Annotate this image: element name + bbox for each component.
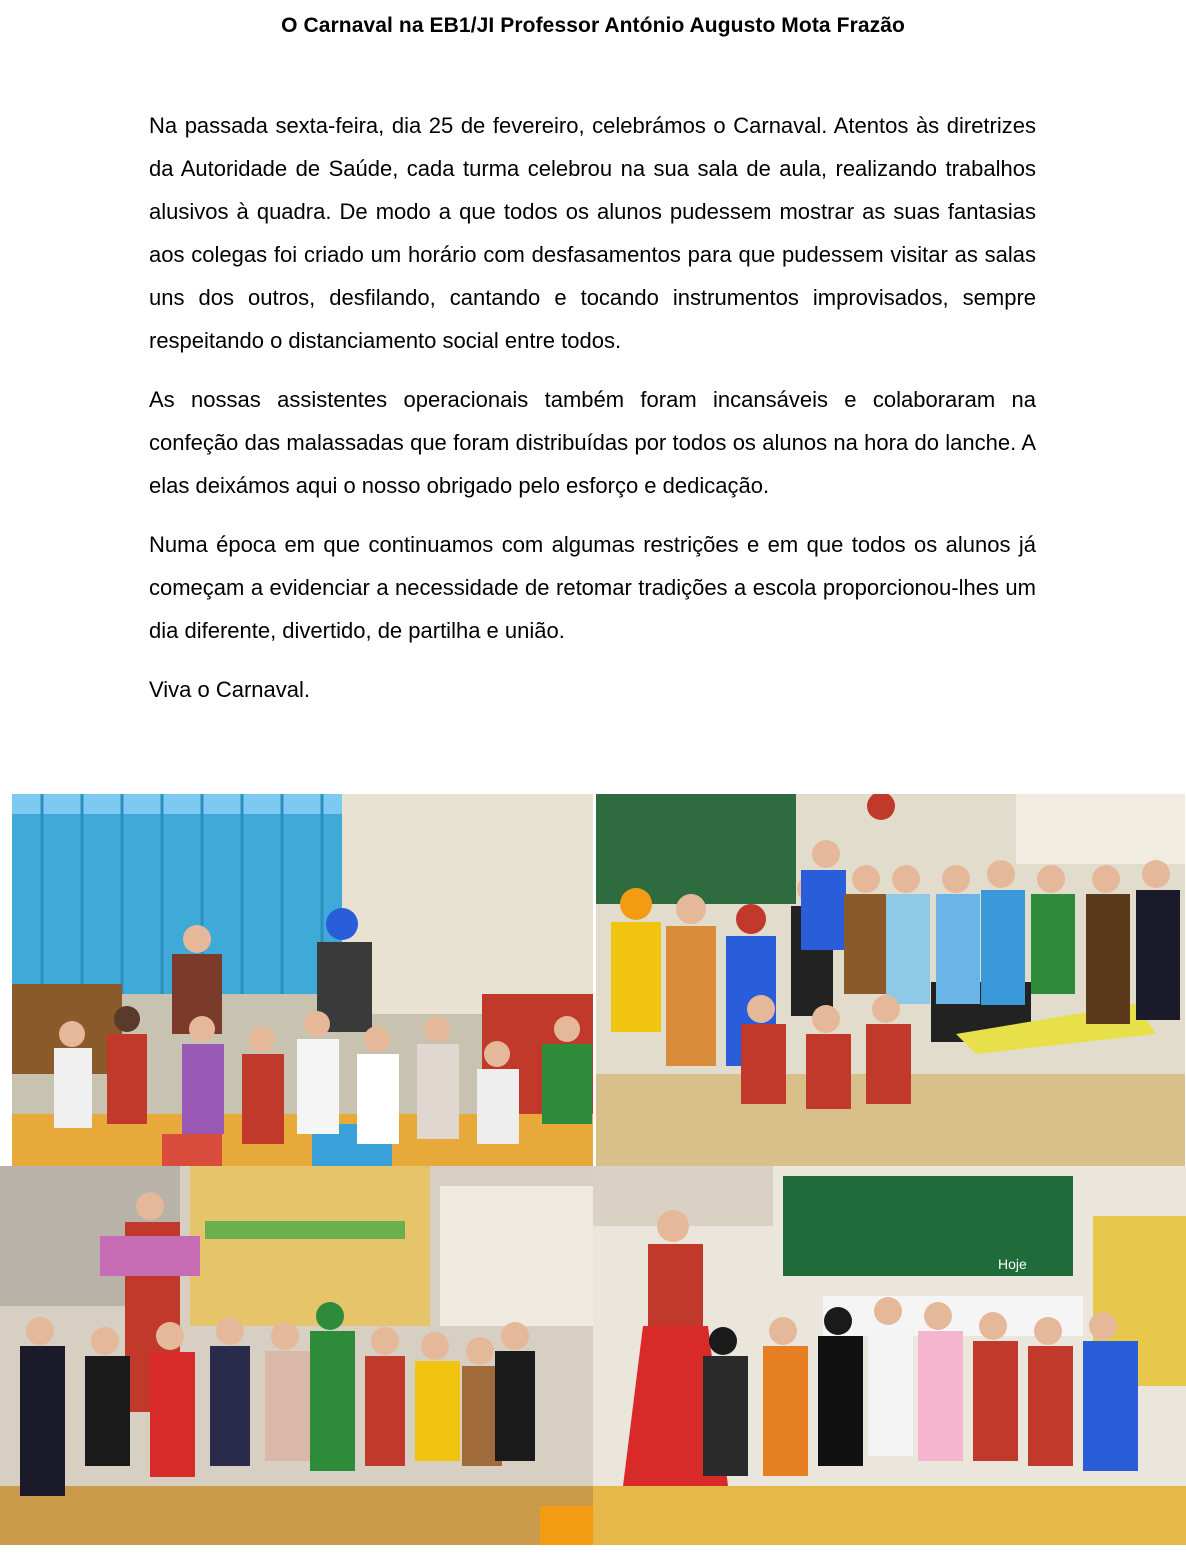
document-title: O Carnaval na EB1/JI Professor António Augusto Mota Frazão: [281, 14, 905, 37]
board-label: Hoje: [998, 1256, 1027, 1272]
carnival-photo-classroom-3: [0, 1166, 593, 1545]
paragraph-4: Viva o Carnaval.: [149, 677, 311, 702]
paragraph-1: Na passada sexta-feira, dia 25 de fevereiro, celebrámos o Carnaval. Atentos às diretrizes da Autoridade de Saúde, cada turma celebrou na sua sala de aula, realizando trabalhos alusivos à quadra. De modo a que todos os alunos pudessem mostrar as suas fantasias aos colegas foi criado um horário com desfasamentos para que pudessem visitar as salas uns dos outros, desfilando, cantando e tocando instrumentos improvisados, sempre respeitando o distanciamento social entre todos.: [149, 113, 1036, 353]
carnival-photo-classroom-2: [596, 794, 1185, 1166]
paragraph-3: Numa época em que continuamos com algumas restrições e em que todos os alunos já começam a evidenciar a necessidade de retomar tradições a escola proporcionou-lhes um dia diferente, divertido, de partilha e união.: [149, 532, 1036, 643]
carnival-photo-classroom-4: [593, 1166, 1186, 1545]
paragraph-2: As nossas assistentes operacionais também foram incansáveis e colaboraram na confeção das malassadas que foram distribuídas por todos os alunos na hora do lanche. A elas deixámos aqui o nosso obrigado pelo esforço e dedicação.: [149, 387, 1036, 498]
article-body: [149, 104, 1036, 727]
carnival-photo-classroom-1: [12, 794, 593, 1166]
